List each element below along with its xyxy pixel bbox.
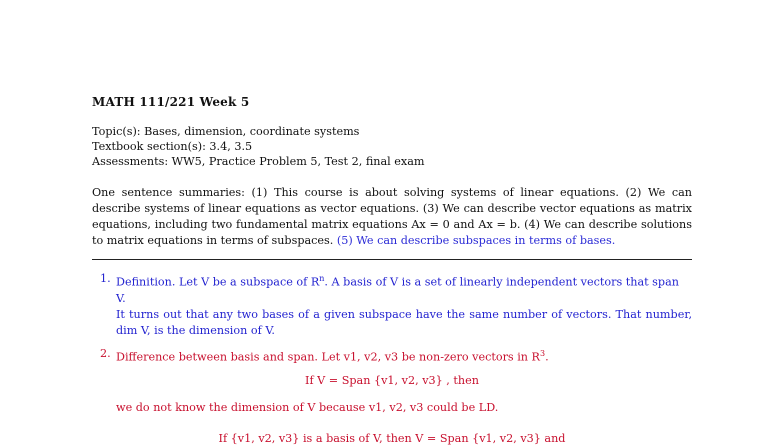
summary-text: One sentence summaries: (1) This course is about solving systems of linear equations. (2) We can describe systems of linear equations as vector equations. (3) We can describe vector equations as matrix equations, including two fundamental matrix equations Ax = 0 and Ax = b. (4) We can describe solutions to matrix equations in terms of subspaces. xyxy=(92,186,692,247)
item-2-partial: If {v1, v2, v3} is a basis of V, then V = Span {v1, v2, v3} and xyxy=(218,432,566,445)
item-1-sup: n xyxy=(319,274,325,283)
item-2-line3: we do not know the dimension of V because v1, v2, v3 could be LD. xyxy=(116,401,499,414)
sections-line: Textbook section(s): 3.4, 3.5 xyxy=(92,140,253,153)
assessments-line: Assessments: WW5, Practice Problem 5, Test 2, final exam xyxy=(92,155,425,168)
item-2-centered: If V = Span {v1, v2, v3} , then xyxy=(305,374,479,387)
item-1-paragraph: It turns out that any two bases of a given subspace have the same number of vectors. That number, dim V, is the dimension of V. xyxy=(116,308,692,337)
topics-line: Topic(s): Bases, dimension, coordinate systems xyxy=(92,125,360,138)
summary-paragraph xyxy=(92,185,692,249)
item-1-line1b: . A basis of V is a set of linearly independent vectors that span V. xyxy=(116,275,679,305)
item-2-line1: Difference between basis and span. Let v1, v2, v3 be non-zero vectors in R xyxy=(116,350,540,364)
item-2-sup: 3 xyxy=(539,349,546,358)
section-divider xyxy=(92,259,692,260)
item-1-definition xyxy=(116,271,692,307)
item-2-heading: Difference between basis and span. Let v1, v2, v3 be non-zero vectors in $R^3$. xyxy=(116,349,549,364)
summary-highlight: (5) We can describe subspaces in terms of bases. xyxy=(333,234,616,247)
item-2-number: 2. xyxy=(100,347,111,360)
item-1-line1: Definition. Let V be a subspace of R xyxy=(116,275,320,289)
item-1-number: 1. xyxy=(100,272,111,285)
page-title: MATH 111/221 Week 5 xyxy=(92,95,250,109)
